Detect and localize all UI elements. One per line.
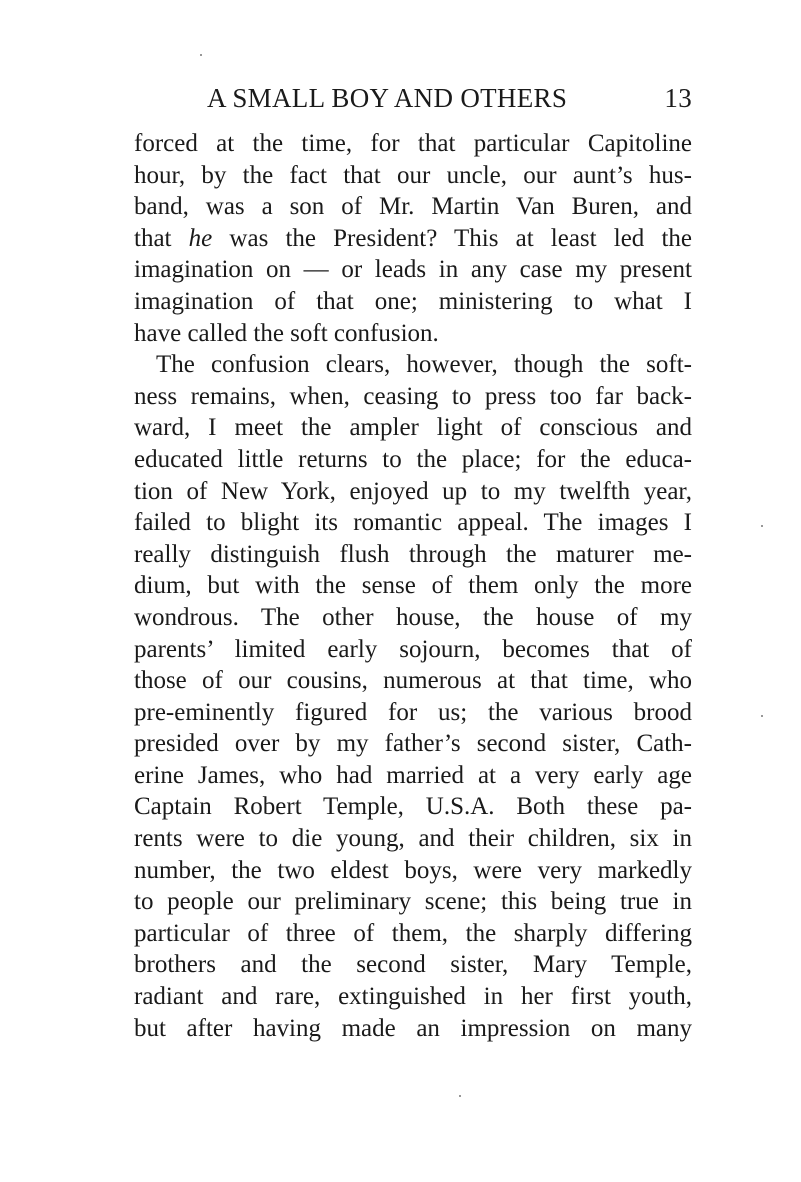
text-line: ward, I meet the ampler light of conscious and (134, 414, 692, 442)
body-text (134, 128, 692, 1044)
text-line: brothers and the second sister, Mary Temple, (134, 951, 692, 979)
emphasis: he (188, 224, 213, 252)
text-line: imagination on — or leads in any case my present (134, 256, 692, 284)
page-number: 13 (664, 83, 692, 113)
running-head (134, 82, 692, 114)
text-line: really distinguish flush through the maturer me- (134, 540, 692, 568)
text-line: wondrous. The other house, the house of my (134, 603, 692, 631)
text-line: The confusion clears, however, though the soft- (156, 351, 692, 379)
text-line: dium, but with the sense of them only the more (134, 572, 692, 600)
text-line: number, the two eldest boys, were very markedly (134, 856, 692, 884)
text-line: pre-eminently figured for us; the various brood (134, 698, 692, 726)
text-line: Captain Robert Temple, U.S.A. Both these pa- (134, 793, 692, 821)
scan-speck (459, 1095, 461, 1097)
text-line: but after having made an impression on many (134, 1014, 692, 1042)
paragraph (134, 349, 692, 1044)
text-line: radiant and rare, extinguished in her first youth, (134, 983, 692, 1011)
scan-speck (200, 54, 202, 56)
text-line: particular of three of them, the sharply differing (134, 919, 692, 947)
text-line: ness remains, when, ceasing to press too far back- (134, 382, 692, 410)
scan-speck (761, 525, 763, 527)
text-line: tion of New York, enjoyed up to my twelfth year, (134, 477, 692, 505)
text-line: band, was a son of Mr. Martin Van Buren, and (134, 193, 692, 221)
text-line: those of our cousins, numerous at that time, who (134, 667, 692, 695)
text-line: forced at the time, for that particular Capitoline (134, 130, 692, 157)
text-line: failed to blight its romantic appeal. The images I (134, 509, 692, 537)
text-line: imagination of that one; ministering to what I (134, 287, 692, 315)
text-line: rents were to die young, and their children, six in (134, 825, 692, 853)
text-line: to people our preliminary scene; this being true in (134, 888, 692, 916)
text-line: hour, by the fact that our uncle, our aunt’s hus- (134, 161, 692, 189)
text-line: parents’ limited early sojourn, becomes that of (134, 635, 692, 663)
scan-speck (761, 715, 763, 717)
running-title: A SMALL BOY AND OTHERS (207, 83, 568, 113)
text-line: presided over by my father’s second sister, Cath- (134, 730, 692, 758)
text-line: have called the soft confusion. (134, 319, 439, 347)
text-line: educated little returns to the place; for the educa- (134, 445, 692, 473)
text-line: that he was the President? This at least led the (134, 224, 692, 252)
paragraph (134, 128, 692, 349)
text-line: erine James, who had married at a very early age (134, 761, 692, 789)
